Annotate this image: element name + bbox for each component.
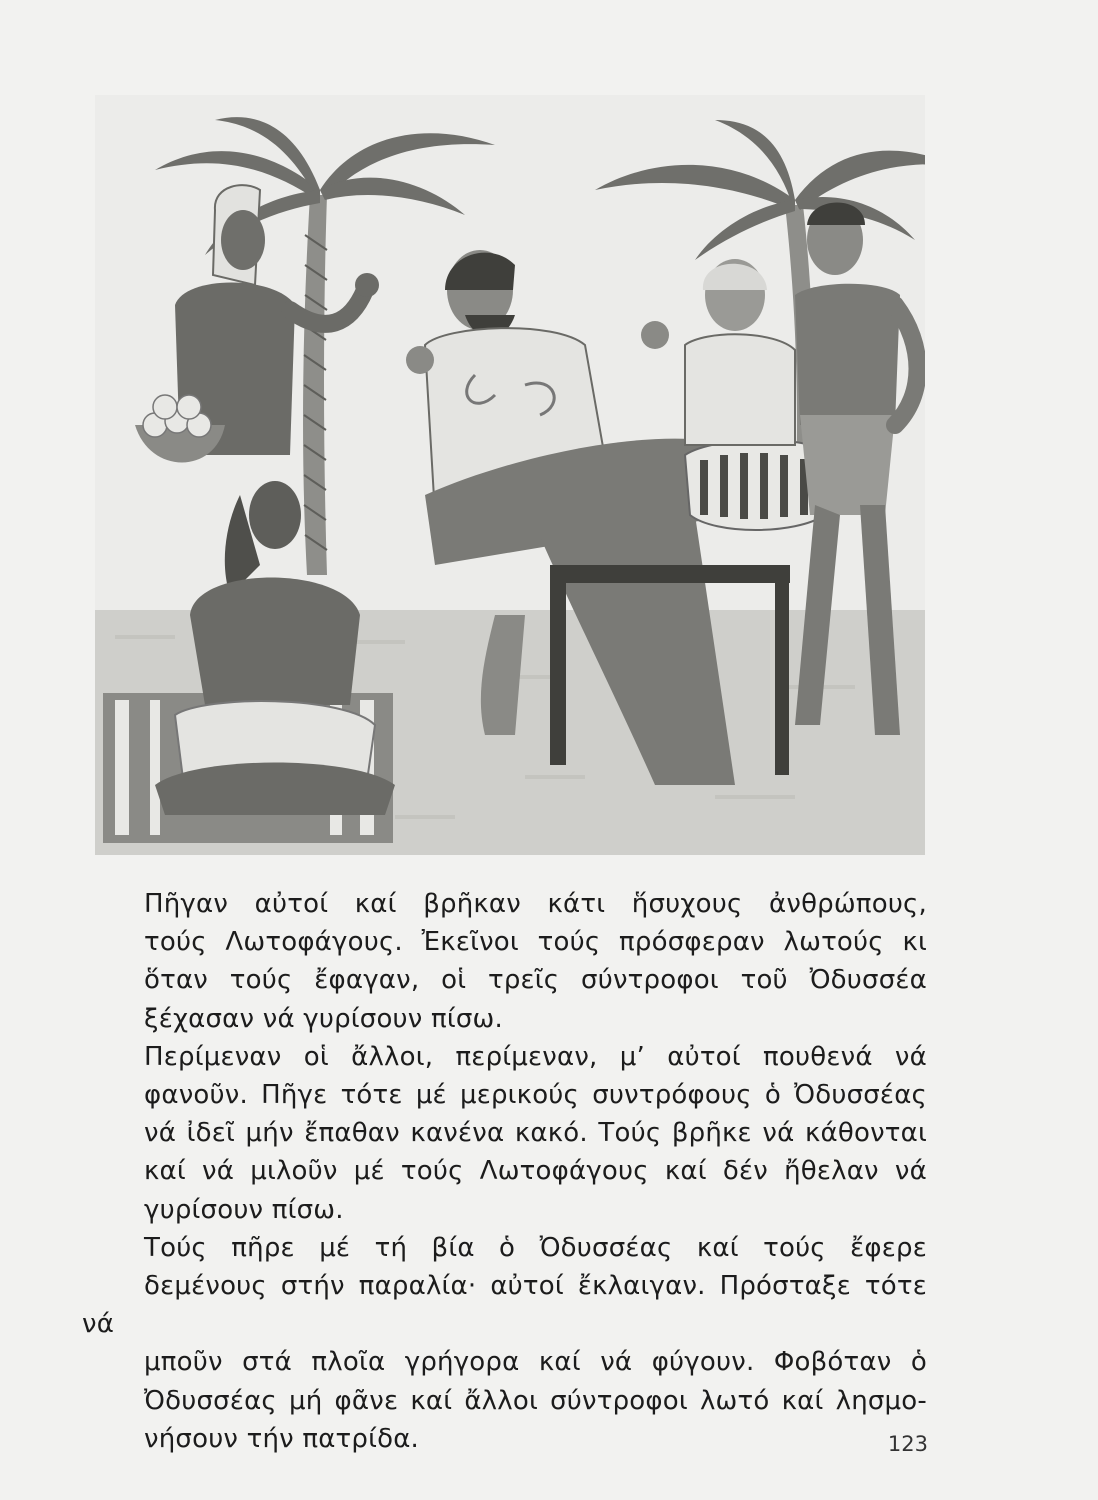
illustration-drawing [95, 95, 925, 855]
paragraph-2-line-5: γυρίσουν πίσω. [144, 1194, 344, 1225]
paragraph-3 [82, 1229, 927, 1458]
paragraph-2-line-3: νά ἰδεῖ μήν ἔπαθαν κανένα κακό. Τούς βρῆκε νά κάθονται [144, 1118, 927, 1149]
paragraph-3-line-4: Ὀδυσσέας μή φᾶνε καί ἄλλοι σύντροφοι λωτό καί λησμο- [144, 1385, 927, 1416]
paragraph-3-line-1: Τούς πῆρε μέ τή βία ὁ Ὀδυσσέας καί τούς ἔφερε [144, 1232, 927, 1263]
paragraph-1-line-2: τούς Λωτοφάγους. Ἐκεῖνοι τούς πρόσφεραν λωτούς κι [144, 927, 927, 958]
paragraph-2-line-4: καί νά μιλοῦν μέ τούς Λωτοφάγους καί δέν ἤθελαν νά [144, 1156, 927, 1187]
paragraph-2-line-2: φανοῦν. Πῆγε τότε μέ μερικούς συντρόφους ὁ Ὀδυσσέας [144, 1080, 927, 1111]
paragraph-3-line-3: μποῦν στά πλοῖα γρήγορα καί νά φύγουν. Φοβόταν ὁ [144, 1347, 927, 1378]
paragraph-1-line-3: ὅταν τούς ἔφαγαν, οἱ τρεῖς σύντροφοι τοῦ Ὀδυσσέα [144, 965, 927, 996]
story-text [82, 885, 927, 1458]
paragraph-1-line-1: Πῆγαν αὐτοί καί βρῆκαν κάτι ἥσυχους ἀνθρώπους, [144, 889, 927, 919]
paragraph-1-line-4: ξέχασαν νά γυρίσουν πίσω. [144, 1003, 503, 1034]
paragraph-2 [82, 1038, 927, 1229]
paragraph-2-line-1: Περίμεναν οἱ ἄλλοι, περίμεναν, μ’ αὐτοί πουθενά νά [144, 1041, 927, 1072]
page-number: 123 [887, 1432, 928, 1456]
lotus-eaters-illustration [95, 95, 925, 855]
paragraph-3-line-2: δεμένους στήν παραλία· αὐτοί ἔκλαιγαν. Πρόσταξε τότε νά [82, 1271, 927, 1340]
paragraph-3-line-5: νήσουν τήν πατρίδα. [144, 1423, 419, 1454]
paragraph-1 [82, 885, 927, 1038]
